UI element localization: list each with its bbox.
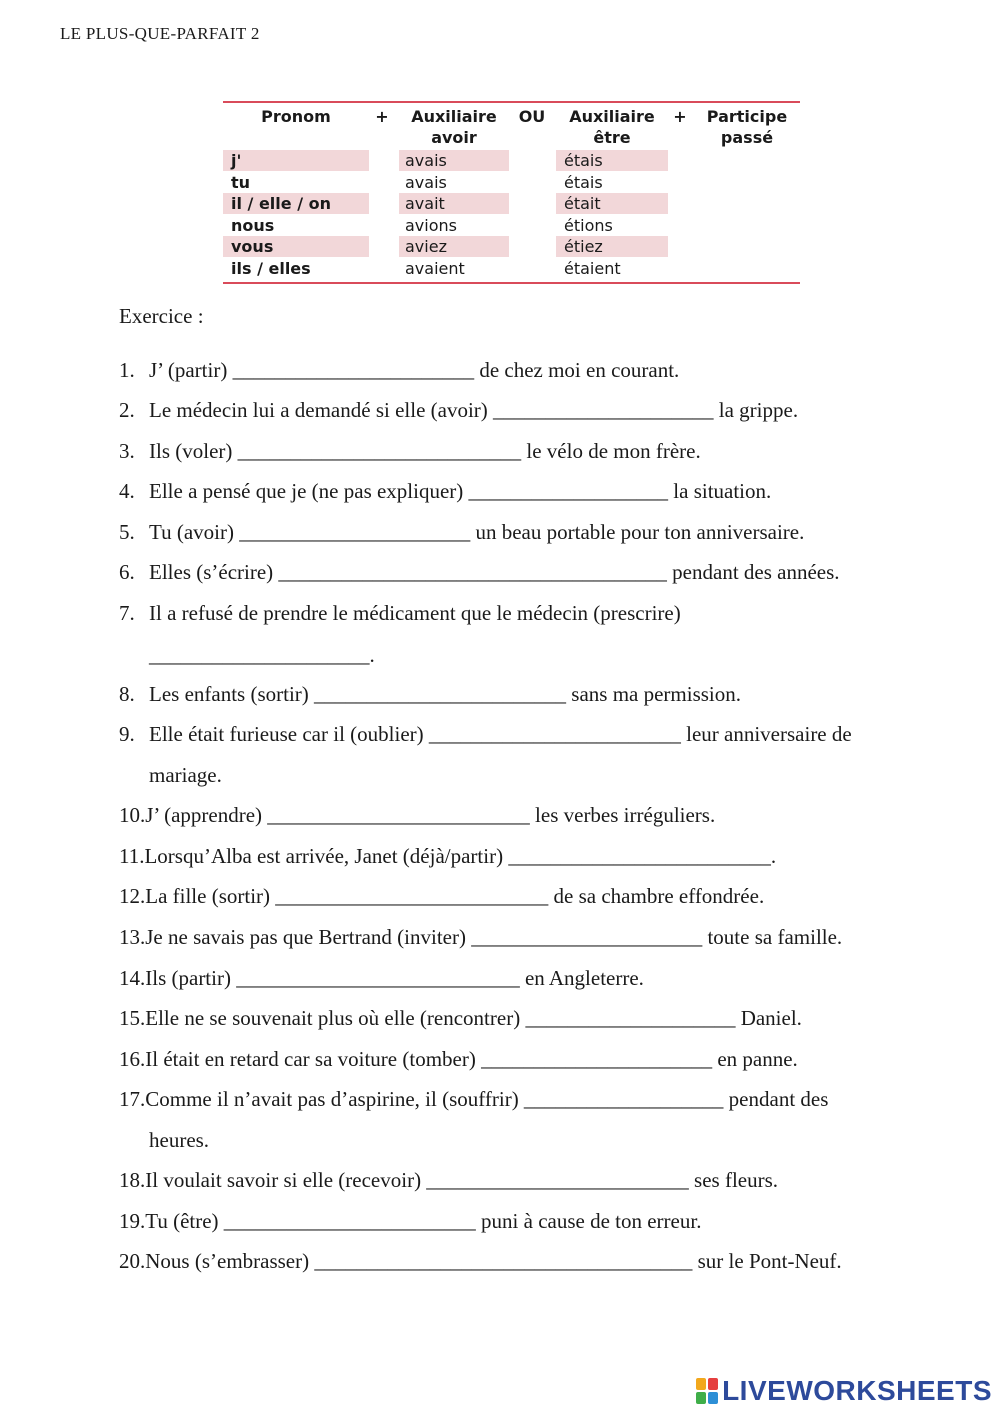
exercise-item [119,1201,701,1241]
header-auxiliaire-etre [556,106,668,148]
header-pp-line2: passé [720,128,774,147]
exercise-item [119,795,715,835]
liveworksheets-logo[interactable] [696,1375,992,1407]
exercise-item [119,1039,798,1079]
pronoun-cell: tu [231,172,251,192]
pronoun-cell: il / elle / on [223,193,369,214]
header-etre-line2: être [593,128,631,147]
item-text[interactable]: Il était en retard car sa voiture (tomber) ______________________ en panne. [145,1047,798,1071]
etre-cell: étais [556,150,668,171]
item-text[interactable]: Ils (voler) ___________________________ le vélo de mon frère. [149,439,701,463]
table-row [223,215,800,237]
pronoun-cell: j' [223,150,369,171]
item-text[interactable]: Elle a pensé que je (ne pas expliquer) ___________________ la situation. [149,479,772,503]
exercise-item [119,714,852,754]
item-text[interactable]: Lorsqu’Alba est arrivée, Janet (déjà/partir) _________________________. [144,844,777,868]
item-text[interactable]: J’ (partir) _______________________ de chez moi en courant. [149,358,680,382]
page-title: LE PLUS-QUE-PARFAIT 2 [60,24,260,43]
item-text[interactable]: Tu (être) ________________________ puni à cause de ton erreur. [145,1209,702,1233]
item-number: 5. [119,520,135,544]
item-text[interactable]: Le médecin lui a demandé si elle (avoir) _____________________ la grippe. [149,398,799,422]
item-text[interactable]: Elle ne se souvenait plus où elle (rencontrer) ____________________ Daniel. [145,1006,802,1030]
table-row [223,172,800,194]
exercise-item [119,1241,842,1281]
item-number: 3. [119,439,135,463]
header-etre-line1: Auxiliaire [569,107,655,126]
header-pp-line1: Participe [706,107,788,126]
conjugation-table [223,101,800,284]
item-text[interactable]: J’ (apprendre) _________________________ les verbes irréguliers. [145,803,716,827]
item-number: 20. [119,1249,146,1273]
exercise-item [119,512,804,552]
item-number: 12. [119,884,146,908]
item-number: 11. [119,844,145,868]
exercise-item [119,674,741,714]
item-number: 15. [119,1006,146,1030]
item-text[interactable]: Les enfants (sortir) ________________________ sans ma permission. [149,682,742,706]
item-continuation[interactable]: heures. [149,1128,210,1152]
exercise-title: Exercice : [119,304,204,328]
table-row [223,150,800,172]
etre-cell: était [556,193,668,214]
item-text[interactable]: Il a refusé de prendre le médicament que le médecin (prescrire) [149,601,681,625]
table-row [223,258,800,280]
item-number: 10. [119,803,146,827]
liveworksheets-logo-icon [696,1378,718,1404]
etre-cell: étions [564,215,613,235]
item-number: 1. [119,358,135,382]
exercise-item [119,552,840,592]
item-number: 6. [119,560,135,584]
exercise-item [119,350,679,390]
item-text[interactable]: La fille (sortir) __________________________ de sa chambre effondrée. [145,884,765,908]
item-number: 16. [119,1047,146,1071]
exercise-item [119,471,771,511]
avoir-cell: avais [405,172,447,192]
header-ou: OU [518,107,546,126]
item-text[interactable]: Tu (avoir) ______________________ un beau portable pour ton anniversaire. [149,520,805,544]
exercise-item [119,958,644,998]
table-row [223,193,800,215]
exercise-item [119,917,842,957]
item-text[interactable]: Je ne savais pas que Bertrand (inviter) ______________________ toute sa famille. [145,925,843,949]
exercise-item [119,876,764,916]
exercise-item [119,998,802,1038]
header-avoir-line2: avoir [431,128,477,147]
header-auxiliaire-avoir [399,106,509,148]
pronoun-cell: vous [223,236,369,257]
exercise-item [119,593,681,633]
item-number: 17. [119,1087,146,1111]
avoir-cell: avions [405,215,457,235]
logo-text: LIVEWORKSHEETS [722,1375,992,1406]
item-number: 14. [119,966,146,990]
pronoun-cell: nous [231,215,275,235]
header-avoir-line1: Auxiliaire [411,107,497,126]
avoir-cell: avaient [405,258,465,278]
item-number: 2. [119,398,135,422]
avoir-cell: aviez [399,236,509,257]
item-number: 13. [119,925,146,949]
item-text[interactable]: Elles (s’écrire) _____________________________________ pendant des années. [149,560,840,584]
exercise-item [119,1079,828,1119]
header-pronom: Pronom [261,107,331,126]
exercise-item [119,836,776,876]
pronoun-cell: ils / elles [231,258,311,278]
item-number: 4. [119,479,135,503]
item-number: 8. [119,682,135,706]
etre-cell: étais [564,172,603,192]
header-participe-passe [695,106,799,148]
exercise-item [119,1160,778,1200]
item-number: 19. [119,1209,146,1233]
avoir-cell: avait [399,193,509,214]
item-text[interactable]: Comme il n’avait pas d’aspirine, il (souffrir) ___________________ pendant des [145,1087,829,1111]
item-number: 9. [119,722,135,746]
header-plus-2: + [673,107,687,126]
etre-cell: étiez [556,236,668,257]
item-text[interactable]: Nous (s’embrasser) ____________________________________ sur le Pont-Neuf. [145,1249,842,1273]
item-number: 7. [119,601,135,625]
exercise-item [119,390,798,430]
item-continuation[interactable]: _____________________. [149,643,375,667]
header-plus-1: + [375,107,389,126]
table-row [223,236,800,258]
exercise-item [119,431,701,471]
item-text[interactable]: Elle était furieuse car il (oublier) ________________________ leur anniversaire de [149,722,852,746]
item-number: 18. [119,1168,146,1192]
etre-cell: étaient [564,258,621,278]
item-continuation[interactable]: mariage. [149,763,222,787]
item-text[interactable]: Il voulait savoir si elle (recevoir) _________________________ ses fleurs. [145,1168,779,1192]
avoir-cell: avais [399,150,509,171]
item-text[interactable]: Ils (partir) ___________________________ en Angleterre. [145,966,644,990]
